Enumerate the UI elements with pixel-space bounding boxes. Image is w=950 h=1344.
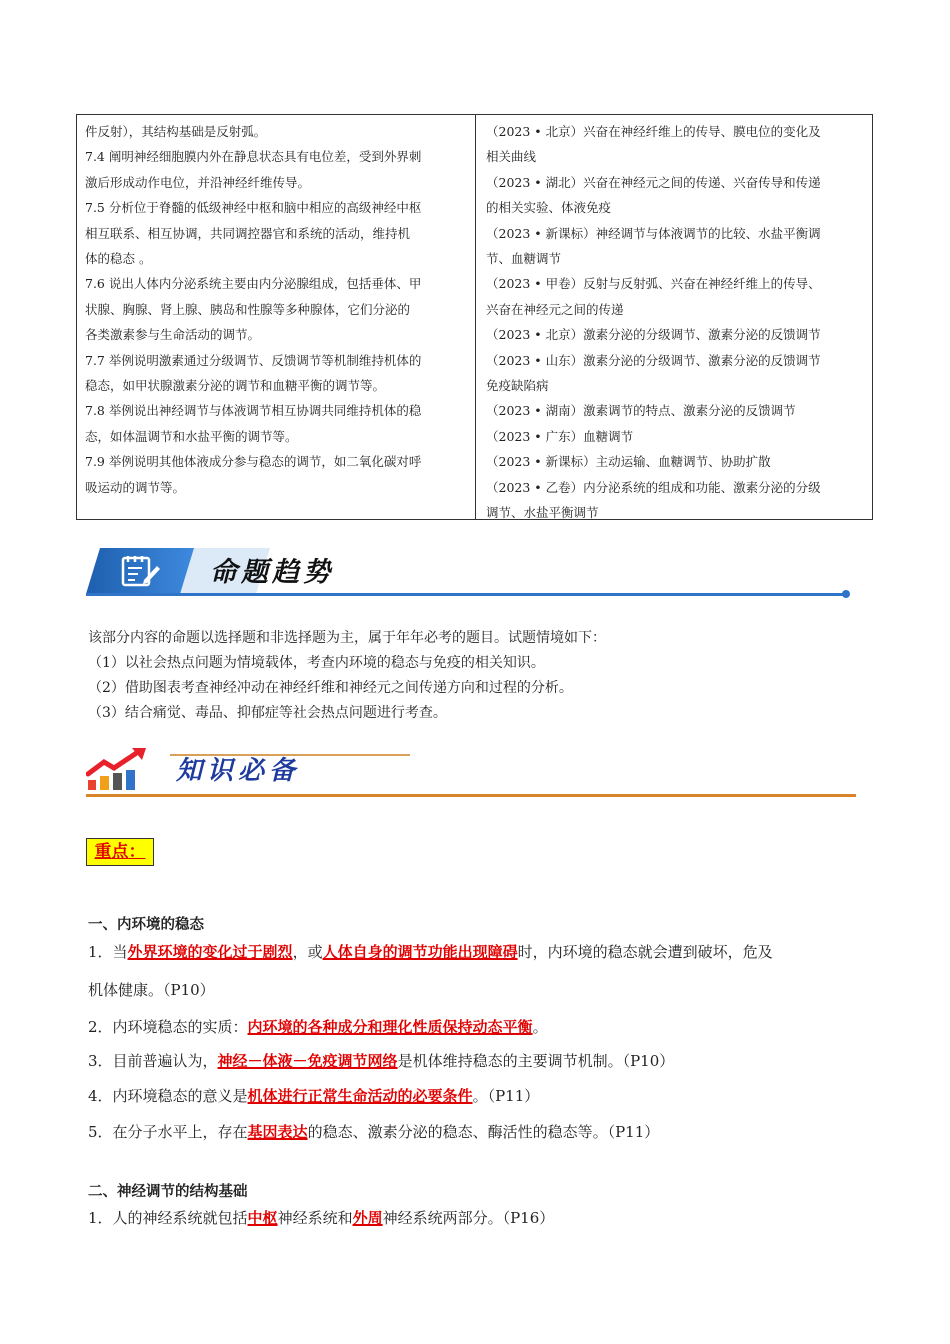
highlight-text: 基因表达 [247, 1123, 308, 1141]
standard-line: 7.6 说出人体内分泌系统主要由内分泌腺组成，包括垂体、甲 [85, 276, 422, 292]
exam-line: 相关曲线 [486, 149, 537, 165]
exam-line: 兴奋在神经元之间的传递 [486, 301, 624, 317]
knowledge-item: 2．内环境稳态的实质：内环境的各种成分和理化性质保持动态平衡。 [88, 1018, 548, 1036]
trend-point: （3）结合痛觉、毒品、抑郁症等社会热点问题进行考查。 [88, 705, 447, 721]
standard-line: 体的稳态 。 [85, 251, 152, 267]
subsection-heading: 一、内环境的稳态 [88, 917, 204, 933]
exam-line: （2023 • 湖北）兴奋在神经元之间的传递、兴奋传导和传递 [486, 174, 821, 190]
standard-line: 7.5 分析位于脊髓的低级神经中枢和脑中相应的高级神经中枢 [85, 200, 422, 216]
highlight-text: 内环境的各种成分和理化性质保持动态平衡 [247, 1018, 533, 1036]
exam-line: （2023 • 山东）激素分泌的分级调节、激素分泌的反馈调节 [486, 352, 821, 368]
knowledge-item: 1．人的神经系统就包括中枢神经系统和外周神经系统两部分。（P16） [88, 1209, 555, 1227]
exam-line: （2023 • 广东）血糖调节 [486, 428, 634, 444]
trend-point: （2）借助图表考查神经冲动在神经纤维和神经元之间传递方向和过程的分析。 [88, 680, 573, 696]
exam-line: （2023 • 乙卷）内分泌系统的组成和功能、激素分泌的分级 [486, 479, 821, 495]
highlight-text: 神经－体液－免疫调节网络 [217, 1052, 398, 1070]
standard-line: 7.9 举例说明其他体液成分参与稳态的调节，如二氧化碳对呼 [85, 454, 422, 470]
exam-line: （2023 • 新课标）主动运输、血糖调节、协助扩散 [486, 454, 771, 470]
banner-underline [86, 593, 846, 596]
knowledge-item: 5．在分子水平上，存在基因表达的稳态、激素分泌的稳态、酶活性的稳态等。（P11） [88, 1123, 660, 1141]
standard-line: 7.4 阐明神经细胞膜内外在静息状态具有电位差，受到外界刺 [85, 149, 422, 165]
standard-line: 状腺、胸腺、肾上腺、胰岛和性腺等多种腺体，它们分泌的 [85, 301, 411, 317]
standard-line: 各类激素参与生命活动的调节。 [85, 327, 261, 343]
exam-line: 免疫缺陷病 [486, 378, 549, 394]
growth-chart-icon [86, 746, 152, 792]
standard-line: 7.7 举例说明激素通过分级调节、反馈调节等机制维持机体的 [85, 352, 422, 368]
key-points-badge: 重点： [86, 838, 154, 866]
standard-line: 7.8 举例说出神经调节与体液调节相互协调共同维持机体的稳 [85, 403, 422, 419]
exam-line: （2023 • 北京）兴奋在神经纤维上的传导、膜电位的变化及 [486, 124, 821, 139]
standard-line: 激后形成动作电位，并沿神经纤维传导。 [85, 174, 311, 190]
exam-line: （2023 • 新课标）神经调节与体液调节的比较、水盐平衡调 [486, 225, 821, 241]
banner-dot [842, 590, 850, 598]
trend-intro: 该部分内容的命题以选择题和非选择题为主，属于年年必考的题目。试题情境如下： [88, 630, 606, 646]
exam-line: 调节、水盐平衡调节 [486, 505, 599, 521]
exam-column [476, 115, 872, 519]
trend-point: （1）以社会热点问题为情境载体，考查内环境的稳态与免疫的相关知识。 [88, 655, 545, 671]
standard-line: 相互联系、相互协调，共同调控器官和系统的活动，维持机 [85, 225, 411, 241]
standard-line: 态，如体温调节和水盐平衡的调节等。 [85, 428, 298, 444]
subsection-heading: 二、神经调节的结构基础 [88, 1184, 248, 1200]
highlight-text: 外界环境的变化过于剧烈 [127, 943, 293, 961]
knowledge-item: 4．内环境稳态的意义是机体进行正常生命活动的必要条件。（P11） [88, 1087, 540, 1105]
section-banner-trend [86, 548, 856, 598]
notepad-icon [120, 554, 160, 588]
highlight-text: 外周 [352, 1209, 383, 1227]
knowledge-item: 3．目前普遍认为，神经－体液－免疫调节网络是机体维持稳态的主要调节机制。（P10） [88, 1052, 675, 1070]
exam-line: （2023 • 甲卷）反射与反射弧、兴奋在神经纤维上的传导、 [486, 276, 821, 292]
standard-line: 稳态，如甲状腺激素分泌的调节和血糖平衡的调节等。 [85, 378, 386, 394]
standard-line: 吸运动的调节等。 [85, 479, 186, 495]
banner-underline [86, 794, 856, 797]
knowledge-item: 机体健康。（P10） [88, 981, 215, 999]
highlight-text: 中枢 [247, 1209, 278, 1227]
knowledge-item: 1．当外界环境的变化过于剧烈，或人体自身的调节功能出现障碍时，内环境的稳态就会遭到破坏，危及 [88, 943, 773, 961]
standards-column [77, 115, 476, 519]
section-title: 命题趋势 [210, 557, 334, 588]
exam-line: （2023 • 湖南）激素调节的特点、激素分泌的反馈调节 [486, 403, 796, 419]
standard-line: 件反射），其结构基础是反射弧。 [85, 124, 267, 139]
section-banner-knowledge [86, 746, 858, 800]
highlight-text: 人体自身的调节功能出现障碍 [322, 943, 518, 961]
curriculum-table [76, 114, 873, 520]
exam-line: 节、血糖调节 [486, 251, 562, 267]
exam-line: 的相关实验、体液免疫 [486, 200, 612, 216]
section-title: 知识必备 [176, 756, 301, 786]
highlight-text: 机体进行正常生命活动的必要条件 [247, 1087, 473, 1105]
exam-line: （2023 • 北京）激素分泌的分级调节、激素分泌的反馈调节 [486, 327, 821, 343]
